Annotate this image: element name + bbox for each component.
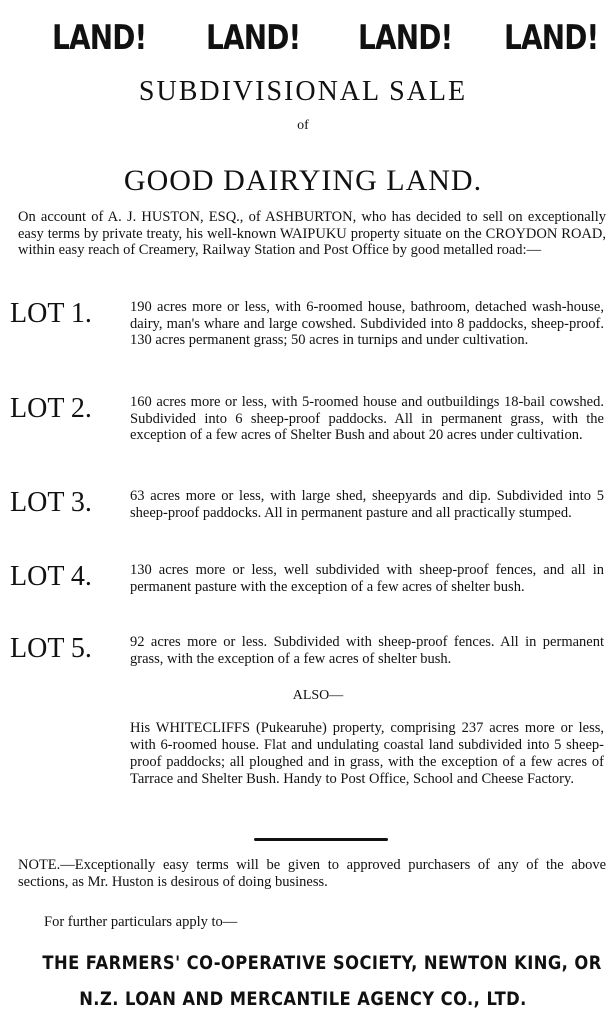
divider-rule <box>254 838 388 841</box>
lot-description: 63 acres more or less, with large shed, sheepyards and dip. Subdivided into 5 sheep-proof paddocks. All in permanent pasture and all practically stumped. <box>130 488 604 521</box>
lot-label: LOT 4. <box>10 561 92 592</box>
whitecliffs-paragraph: His WHITECLIFFS (Pukearuhe) property, comprising 237 acres more or less, with 6-roomed house. Flat and undulating coastal land subdivided into 5 sheep-proof paddocks; all ploughed and in grass, with the exception of a few acres of Tarrace and Shelter Bush. Handy to Post Office, School and Cheese Factory. <box>130 720 604 787</box>
lot-description: 160 acres more or less, with 5-roomed house and outbuildings 18-bail cowshed. Subdivided into 6 sheep-proof paddocks. All in permanent grass, with the exception of a few acres of Shelter Bush and about 20 acres under cultivation. <box>130 394 604 443</box>
lot-label: LOT 3. <box>10 487 92 518</box>
of-connector: of <box>297 118 309 133</box>
intro-paragraph: On account of A. J. HUSTON, ESQ., of ASHBURTON, who has decided to sell on exceptionally easy terms by private treaty, his well-known WAIPUKU property situate on the CROYDON ROAD, within easy reach of Creamery, Railway Station and Post Office by good metalled road:— <box>18 209 606 258</box>
also-heading: ALSO— <box>292 688 344 703</box>
lot-label: LOT 1. <box>10 298 92 329</box>
lot-description: 130 acres more or less, well subdivided with sheep-proof fences, and all in permanent pasture with the exception of a few acres of shelter bush. <box>130 562 604 595</box>
lot-description: 190 acres more or less, with 6-roomed house, bathroom, detached wash-house, dairy, man's whare and large cowshed. Subdivided into 8 paddocks, sheep-proof. 130 acres permanent grass; 50 acres in turnips and under cultivation. <box>130 299 604 348</box>
headline-row <box>0 18 606 62</box>
agent-line-2: N.Z. LOAN AND MERCANTILE AGENCY CO., LTD. <box>79 988 527 1010</box>
headline-land-2: LAND! <box>206 18 301 58</box>
lot-label: LOT 5. <box>10 633 92 664</box>
headline-land-3: LAND! <box>358 18 453 58</box>
land-subtitle: GOOD DAIRYING LAND. <box>123 164 483 197</box>
lot-description: 92 acres more or less. Subdivided with sheep-proof fences. All in permanent grass, with the exception of a few acres of shelter bush. <box>130 634 604 667</box>
lot-label: LOT 2. <box>10 393 92 424</box>
headline-land-4: LAND! <box>504 18 599 58</box>
headline-land-1: LAND! <box>52 18 147 58</box>
agent-line-1: THE FARMERS' CO-OPERATIVE SOCIETY, NEWTON KING, OR <box>42 952 602 974</box>
sale-title: SUBDIVISIONAL SALE <box>138 76 468 107</box>
apply-line: For further particulars apply to— <box>44 914 238 930</box>
note-paragraph: NOTE.—Exceptionally easy terms will be given to approved purchasers of any of the above sections, as Mr. Huston is desirous of doing business. <box>18 857 606 890</box>
